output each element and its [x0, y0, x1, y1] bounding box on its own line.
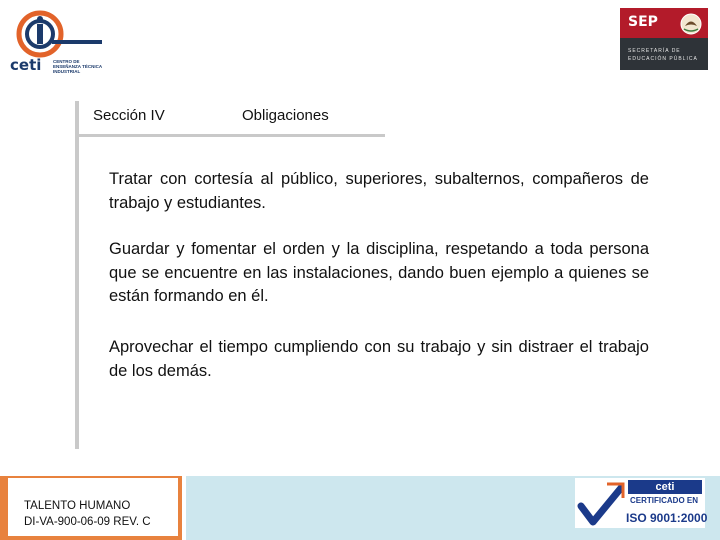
sep-logo-bottom [620, 38, 708, 70]
iso-brand: ceti [628, 480, 702, 494]
ceti-subtitle: CENTRO DE ENSEÑANZA TÉCNICA INDUSTRIAL [53, 59, 102, 74]
iso-number: ISO 9001:2000 [626, 511, 708, 525]
footer-department: TALENTO HUMANO [24, 500, 131, 512]
sep-line-1: SECRETARÍA DE [628, 48, 681, 54]
slide-title: Obligaciones [242, 107, 329, 124]
paragraph-3: Aprovechar el tiempo cumpliendo con su trabajo y sin distraer el trabajo de los demás. [109, 338, 649, 380]
paragraph-2: Guardar y fomentar el orden y la disciplina, respetando a toda persona que se encuentre en las instalaciones, dando buen ejemplo a quienes se están formando en él. [109, 240, 649, 305]
sep-line-2: EDUCACIÓN PÚBLICA [628, 56, 698, 62]
eagle-emblem-icon [678, 12, 704, 36]
iso-certified-text: CERTIFICADO EN [630, 496, 698, 505]
vertical-divider [75, 101, 79, 449]
horizontal-divider [75, 134, 385, 137]
ceti-logo-text: ceti [10, 56, 42, 74]
section-label: Sección IV [93, 107, 165, 124]
sep-name: SEP [628, 14, 658, 30]
footer-document-code: DI-VA-900-06-09 REV. C [24, 516, 151, 528]
paragraph-1: Tratar con cortesía al público, superiores, subalternos, compañeros de trabajo y estudiantes. [109, 170, 649, 212]
checkmark-icon [577, 480, 627, 528]
